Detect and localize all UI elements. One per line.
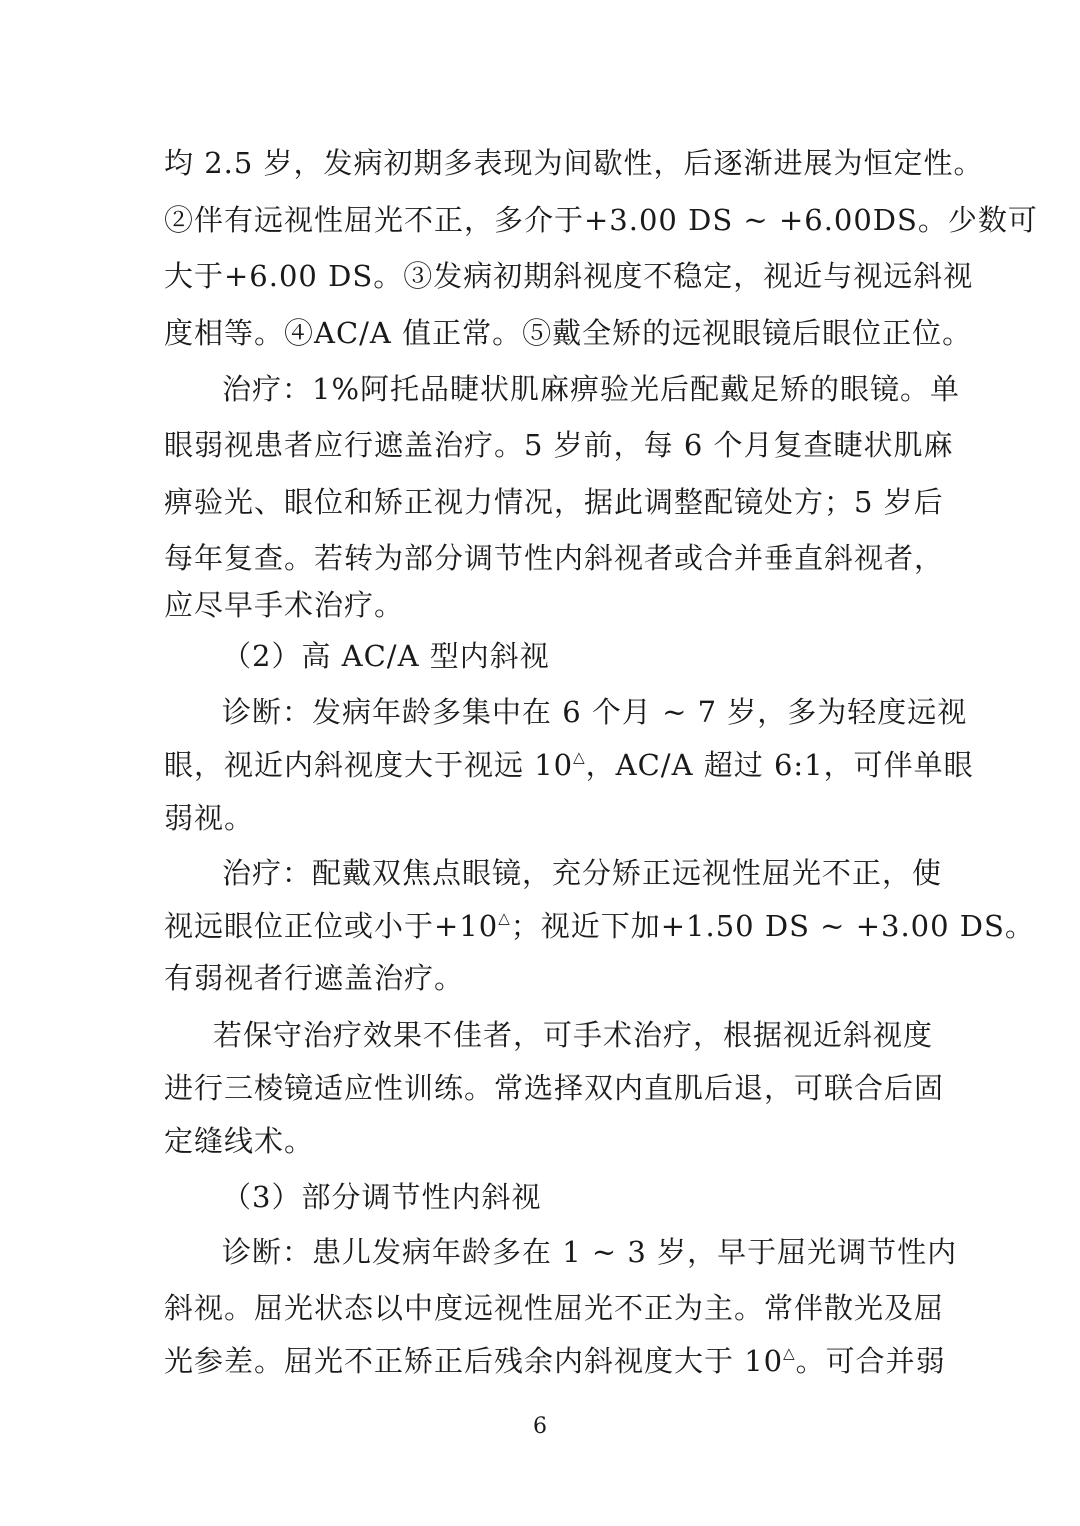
text-segment: 视远眼位正位或小于+10 bbox=[164, 909, 499, 943]
paragraph-line bbox=[164, 1341, 946, 1381]
paragraph-line: 进行三棱镜适应性训练。常选择双内直肌后退，可联合后固 bbox=[164, 1071, 945, 1105]
prism-diopter-symbol: △ bbox=[573, 748, 586, 766]
paragraph-line: 诊断：发病年龄多集中在 6 个月 ~ 7 岁，多为轻度远视 bbox=[222, 695, 968, 729]
paragraph-line: 眼弱视患者应行遮盖治疗。5 岁前，每 6 个月复查睫状肌麻 bbox=[164, 428, 954, 462]
prism-diopter-symbol: △ bbox=[783, 1344, 796, 1362]
text-segment: 眼，视近内斜视度大于视远 10 bbox=[164, 748, 574, 782]
paragraph-line: 定缝线术。 bbox=[164, 1124, 315, 1158]
paragraph-line: 每年复查。若转为部分调节性内斜视者或合并垂直斜视者， bbox=[164, 541, 945, 575]
text-segment: 。可合并弱 bbox=[795, 1344, 946, 1378]
paragraph-line: 应尽早手术治疗。 bbox=[164, 588, 405, 622]
paragraph-line: 痹验光、眼位和矫正视力情况，据此调整配镜处方；5 岁后 bbox=[164, 485, 944, 519]
paragraph-line: 若保守治疗效果不佳者，可手术治疗，根据视近斜视度 bbox=[213, 1018, 934, 1052]
paragraph-line: 治疗：1%阿托品睫状肌麻痹验光后配戴足矫的眼镜。单 bbox=[222, 372, 961, 406]
paragraph-line: 有弱视者行遮盖治疗。 bbox=[164, 961, 465, 995]
paragraph-line: 弱视。 bbox=[164, 801, 255, 835]
paragraph-line: ②伴有远视性屈光不正，多介于+3.00 DS ~ +6.00DS。少数可 bbox=[164, 203, 1038, 237]
paragraph-line: 大于+6.00 DS。③发病初期斜视度不稳定，视近与视远斜视 bbox=[164, 259, 974, 293]
text-segment: ，AC/A 超过 6:1，可伴单眼 bbox=[585, 748, 974, 782]
prism-diopter-symbol: △ bbox=[498, 909, 511, 927]
paragraph-line: 斜视。屈光状态以中度远视性屈光不正为主。常伴散光及屈 bbox=[164, 1291, 945, 1325]
paragraph-line bbox=[164, 745, 974, 785]
section-heading: （2）高 AC/A 型内斜视 bbox=[222, 639, 550, 673]
paragraph-line: 度相等。④AC/A 值正常。⑤戴全矫的远视眼镜后眼位正位。 bbox=[164, 316, 973, 350]
paragraph-line bbox=[164, 906, 1035, 946]
paragraph-line: 均 2.5 岁，发病初期多表现为间歇性，后逐渐进展为恒定性。 bbox=[164, 146, 984, 180]
paragraph-line: 治疗：配戴双焦点眼镜，充分矫正远视性屈光不正，使 bbox=[222, 856, 943, 890]
section-heading: （3）部分调节性内斜视 bbox=[222, 1180, 542, 1214]
text-segment: 光参差。屈光不正矫正后残余内斜视度大于 10 bbox=[164, 1344, 784, 1378]
page-number: 6 bbox=[533, 1414, 547, 1439]
text-segment: ；视近下加+1.50 DS ~ +3.00 DS。 bbox=[510, 909, 1035, 943]
paragraph-line: 诊断：患儿发病年龄多在 1 ~ 3 岁，早于屈光调节性内 bbox=[222, 1235, 958, 1269]
